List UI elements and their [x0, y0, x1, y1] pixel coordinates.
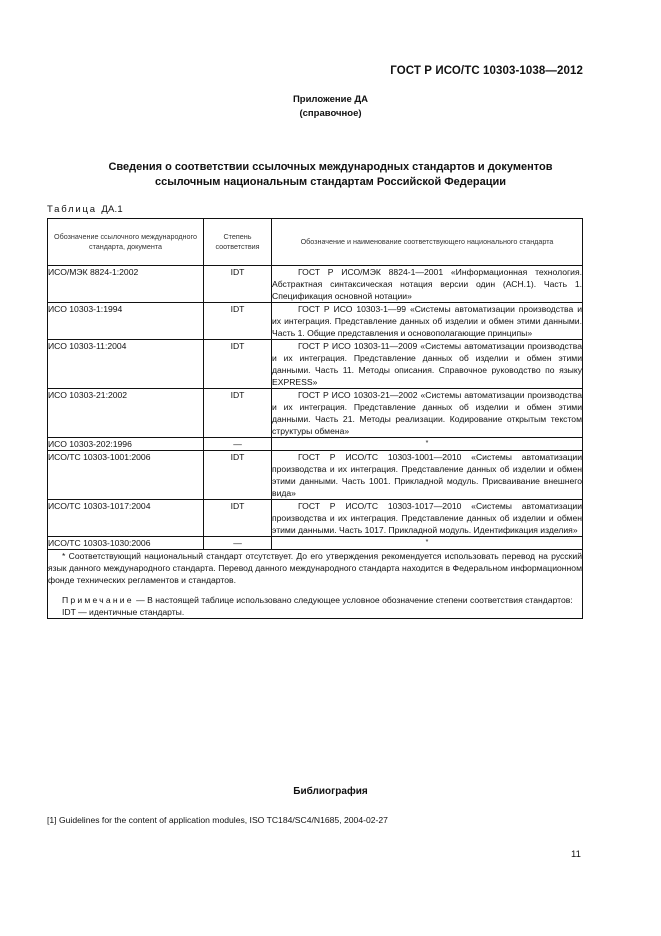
- table-caption-number: ДА.1: [101, 204, 123, 215]
- table-notes-row: [48, 550, 583, 619]
- row-reference: ИСО/ТС 10303-1030:2006: [48, 537, 204, 550]
- row-national-standard-text: ГОСТ Р ИСО/ТС 10303-1001—2010 «Системы автоматизации производства и их интеграция. Представление данных об изделии и обмен этими данными. Часть 1001. Прикладной модуль. Присваивание внешнего вида»: [272, 452, 582, 498]
- row-national-standard: [272, 451, 583, 500]
- note-text: — В настоящей таблице использовано следующее условное обозначение степени соответствия стандартов:: [136, 595, 573, 605]
- page-number: 11: [571, 849, 581, 860]
- row-national-standard-text: ГОСТ Р ИСО 10303-21—2002 «Системы автоматизации производства и их интеграция. Представление данных об изделии и обмен этими данными. Часть 21. Методы реализации. Кодирование открытым текстом структуры обмена»: [272, 390, 582, 436]
- row-reference: ИСО 10303-11:2004: [48, 340, 204, 389]
- section-title-line-1: Сведения о соответствии ссылочных международных стандартов и документов: [108, 161, 553, 173]
- table-row: [48, 266, 583, 303]
- row-national-standard-text: ГОСТ Р ИСО/ТС 10303-1017—2010 «Системы автоматизации производства и их интеграция. Представление данных об изделии и обмен этими данными. Часть 1017. Прикладной модуль. Идентификация изделия»: [272, 501, 582, 535]
- table-row: [48, 438, 583, 451]
- header-national-standard: Обозначение и наименование соответствующего национального стандарта: [272, 219, 583, 266]
- row-national-standard: [272, 340, 583, 389]
- header-degree-of-correspondence: Степень соответствия: [204, 219, 272, 266]
- annex-title: Приложение ДА: [292, 94, 369, 105]
- header-international-reference: Обозначение ссылочного международного стандарта, документа: [48, 219, 204, 266]
- row-national-standard-text: ГОСТ Р ИСО 10303-1—99 «Системы автоматизации производства и их интеграция. Представление данных об изделии и обмен этими данными. Часть 1. Общие представления и основополагающие принципы»: [272, 304, 582, 338]
- row-degree: IDT: [204, 266, 272, 303]
- bibliography-entry: [1] Guidelines for the content of application modules, ISO TC184/SC4/N1685, 2004-02-27: [47, 815, 388, 825]
- table-row: [48, 303, 583, 340]
- annex-heading: [0, 93, 661, 121]
- section-title-line-2: ссылочным национальным стандартам Российской Федерации: [154, 176, 507, 188]
- table-row: [48, 389, 583, 438]
- row-national-standard: [272, 266, 583, 303]
- row-national-standard: [272, 389, 583, 438]
- row-national-standard-text: ГОСТ Р ИСО/МЭК 8824-1—2001 «Информационная технология. Абстрактная синтаксическая нотация версии один (АСН.1). Часть 1. Спецификация основной нотации»: [272, 267, 582, 301]
- annex-subtitle: (справочное): [299, 108, 362, 119]
- note-label: Примечание: [62, 595, 134, 605]
- table-caption: [47, 204, 123, 215]
- table-row: [48, 340, 583, 389]
- row-reference: ИСО 10303-21:2002: [48, 389, 204, 438]
- row-degree: IDT: [204, 303, 272, 340]
- row-reference: ИСО/ТС 10303-1001:2006: [48, 451, 204, 500]
- row-national-standard-footnote-mark: *: [272, 438, 583, 451]
- row-degree: IDT: [204, 451, 272, 500]
- table-notes: [48, 550, 583, 619]
- table-footnote: * Соответствующий национальный стандарт отсутствует. До его утверждения рекомендуется использовать перевод на русский язык данного международного стандарта. Перевод данного международного стандарта находится в Федеральном информационном фонде технических регламентов и стандартов.: [48, 551, 582, 585]
- table-row: [48, 451, 583, 500]
- table-note: [48, 594, 582, 606]
- row-degree: —: [204, 537, 272, 550]
- row-degree: IDT: [204, 389, 272, 438]
- row-national-standard: [272, 500, 583, 537]
- row-degree: —: [204, 438, 272, 451]
- bibliography-title: Библиография: [293, 786, 368, 797]
- row-reference: ИСО/ТС 10303-1017:2004: [48, 500, 204, 537]
- row-national-standard: [272, 303, 583, 340]
- table-row: [48, 500, 583, 537]
- section-title: [0, 160, 661, 190]
- row-reference: ИСО 10303-202:1996: [48, 438, 204, 451]
- row-degree: IDT: [204, 340, 272, 389]
- table-row: [48, 537, 583, 550]
- table-header-row: [48, 219, 583, 266]
- row-national-standard-text: ГОСТ Р ИСО 10303-11—2009 «Системы автоматизации производства и их интеграция. Представление данных об изделии и обмен этими данными. Часть 11. Методы описания. Справочное руководство по языку EXPRESS»: [272, 341, 582, 387]
- row-national-standard-footnote-mark: *: [272, 537, 583, 550]
- document-standard-id: ГОСТ Р ИСО/ТС 10303-1038—2012: [390, 65, 583, 77]
- correspondence-table: [47, 218, 583, 619]
- table-caption-prefix: Таблица: [47, 204, 97, 215]
- row-reference: ИСО 10303-1:1994: [48, 303, 204, 340]
- row-degree: IDT: [204, 500, 272, 537]
- idt-definition: IDT — идентичные стандарты.: [62, 607, 185, 617]
- row-reference: ИСО/МЭК 8824-1:2002: [48, 266, 204, 303]
